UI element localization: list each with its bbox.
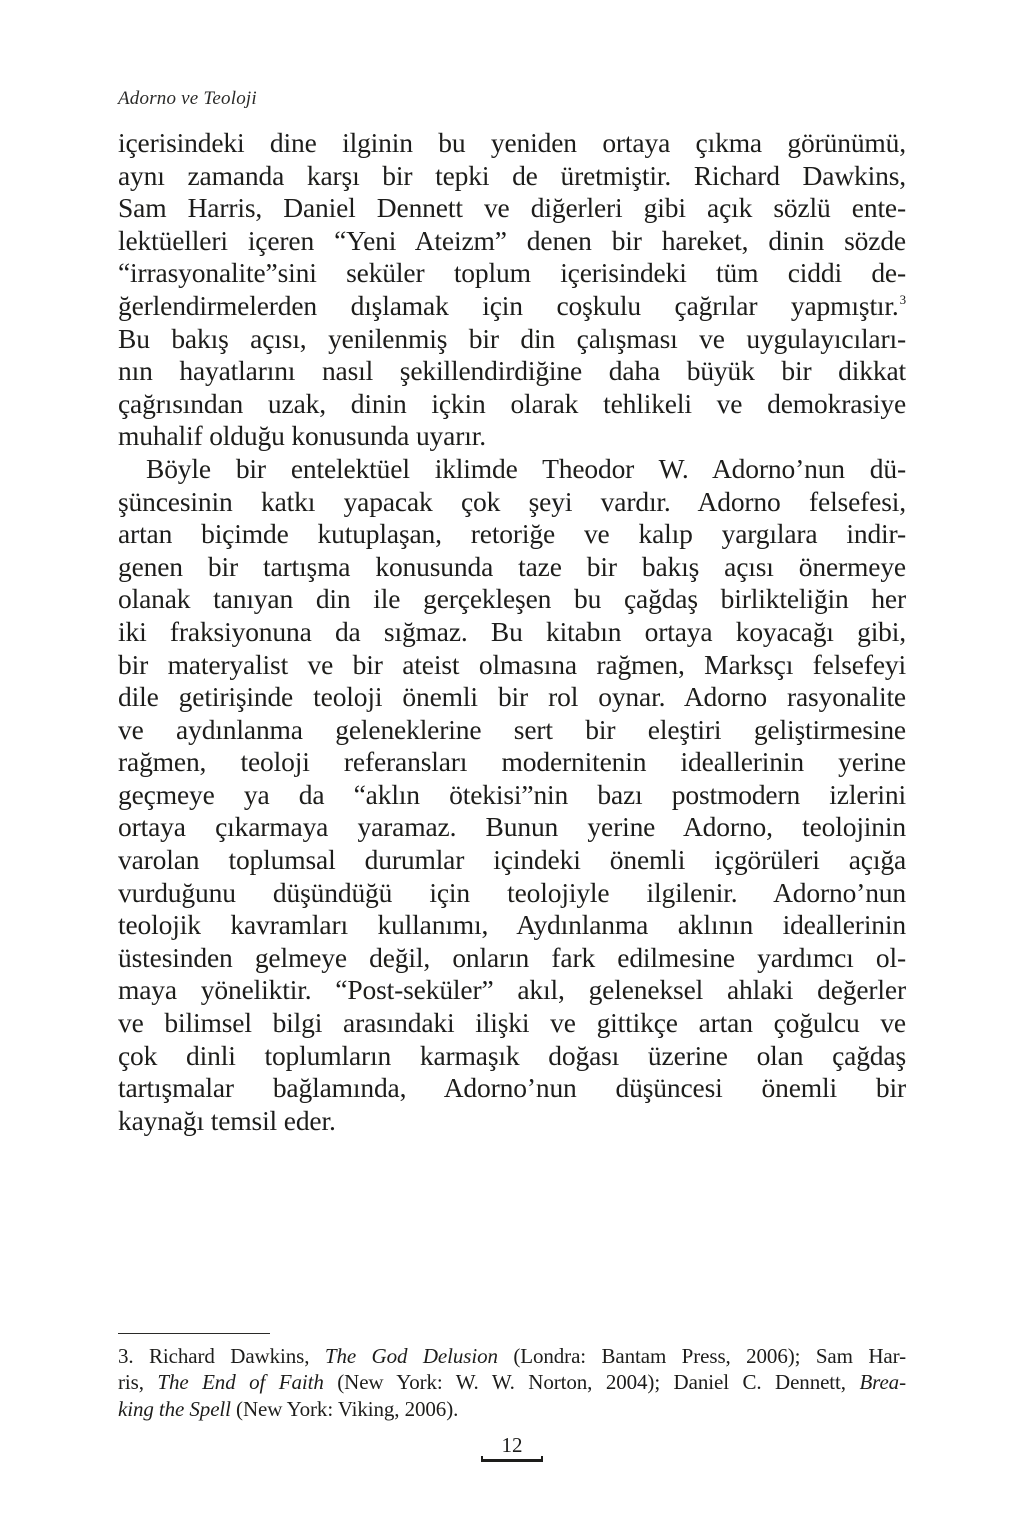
text-line: şüncesinin katkı yapacak çok şeyi vardır. Adorno felsefesi,	[118, 485, 906, 517]
footnote-line	[118, 1396, 906, 1422]
text-line: aynı zamanda karşı bir tepki de üretmiştir. Richard Dawkins,	[118, 159, 906, 191]
text-line: Sam Harris, Daniel Dennett ve diğerleri gibi açık sözlü ente-	[118, 192, 906, 224]
footnote-text: (Londra: Bantam Press, 2006); Sam Har-	[497, 1344, 906, 1368]
text-line: üstesinden gelmeye değil, onların fark edilmesine yardımcı ol-	[118, 941, 906, 973]
text-line: kaynağı temsil eder.	[118, 1104, 336, 1136]
footnote-text: (New York: Viking, 2006).	[230, 1396, 459, 1421]
book-title: king the Spell	[118, 1396, 231, 1421]
footnote-number: 3.	[118, 1344, 134, 1368]
book-title: The End of Faith	[157, 1370, 324, 1395]
footnote-3	[118, 1343, 906, 1422]
page-number: 12	[501, 1433, 523, 1457]
paragraph-2	[118, 453, 906, 1137]
footnote-line	[118, 1369, 906, 1395]
text-line: ve bilimsel bilgi arasındaki ilişki ve gittikçe artan çoğulcu ve	[118, 1007, 906, 1039]
page-number-bracket	[481, 1456, 543, 1462]
footnote-line	[118, 1343, 906, 1369]
footnote-text: ris,	[118, 1370, 158, 1395]
book-title: Brea-	[859, 1370, 906, 1395]
text-line: tartışmalar bağlamında, Adorno’nun düşüncesi önemli bir	[118, 1072, 906, 1104]
footnote-reference[interactable]: 3	[899, 291, 906, 307]
text-line: geçmeye ya da “aklın ötekisi”nin bazı postmodern izlerini	[118, 778, 906, 810]
text-line: vurduğunu düşündüğü için teolojiyle ilgilenir. Adorno’nun	[118, 876, 906, 908]
text-line: genen bir tartışma konusunda taze bir bakış açısı önermeye	[118, 550, 906, 582]
text-line: Bu bakış açısı, yenilenmiş bir din çalışması ve uygulayıcıları-	[118, 322, 906, 354]
body-text	[118, 127, 906, 1137]
text-line-content: ğerlendirmelerden dışlamak için coşkulu çağrılar yapmıştır.	[118, 289, 899, 321]
text-line: nın hayatlarını nasıl şekillendirdiğine daha büyük bir dikkat	[118, 355, 906, 387]
footnote-text: Richard Dawkins,	[133, 1344, 325, 1368]
text-line: dile getirişinde teoloji önemli bir rol oynar. Adorno rasyonalite	[118, 681, 906, 713]
text-line	[118, 290, 906, 323]
text-line: çok dinli toplumların karmaşık doğası üzerine olan çağdaş	[118, 1039, 906, 1071]
text-line: “irrasyonalite”sini seküler toplum içerisindeki tüm ciddi de-	[118, 257, 906, 289]
footnote-text: (New York: W. W. Norton, 2004); Daniel C. Dennett,	[323, 1370, 860, 1395]
running-header: Adorno ve Teoloji	[118, 88, 257, 109]
text-line: çağrısından uzak, dinin içkin olarak tehlikeli ve demokrasiye	[118, 387, 906, 419]
text-line: artan biçimde kutuplaşan, retoriğe ve kalıp yargılara indir-	[118, 518, 906, 550]
text-line: ve aydınlanma geleneklerine sert bir eleştiri geliştirmesine	[118, 713, 906, 745]
footnotes	[118, 1343, 906, 1422]
text-line: bir materyalist ve bir ateist olmasına rağmen, Marksçı felsefeyi	[118, 648, 906, 680]
paragraph-1	[118, 127, 906, 453]
text-line: Böyle bir entelektüel iklimde Theodor W. Adorno’nun dü-	[146, 452, 906, 484]
text-line: varolan toplumsal durumlar içindeki önemli içgörüleri açığa	[118, 844, 906, 876]
text-line: muhalif olduğu konusunda uyarır.	[118, 420, 486, 452]
text-line: iki fraksiyonuna da sığmaz. Bu kitabın ortaya koyacağı gibi,	[118, 615, 906, 647]
footnote-divider	[118, 1333, 270, 1334]
text-line: olanak tanıyan din ile gerçekleşen bu çağdaş birlikteliğin her	[118, 583, 906, 615]
text-line: içerisindeki dine ilginin bu yeniden ortaya çıkma görünümü,	[118, 127, 906, 158]
text-line: teolojik kavramları kullanımı, Aydınlanma aklının ideallerinin	[118, 909, 906, 941]
text-line: ortaya çıkarmaya yaramaz. Bunun yerine Adorno, teolojinin	[118, 811, 906, 843]
text-line: rağmen, teoloji referansları modernitenin ideallerinin yerine	[118, 746, 906, 778]
text-line: lektüelleri içeren “Yeni Ateizm” denen bir hareket, dinin sözde	[118, 224, 906, 256]
book-title: The God Delusion	[324, 1344, 498, 1368]
text-line: maya yöneliktir. “Post-seküler” akıl, geleneksel ahlaki değerler	[118, 974, 906, 1006]
